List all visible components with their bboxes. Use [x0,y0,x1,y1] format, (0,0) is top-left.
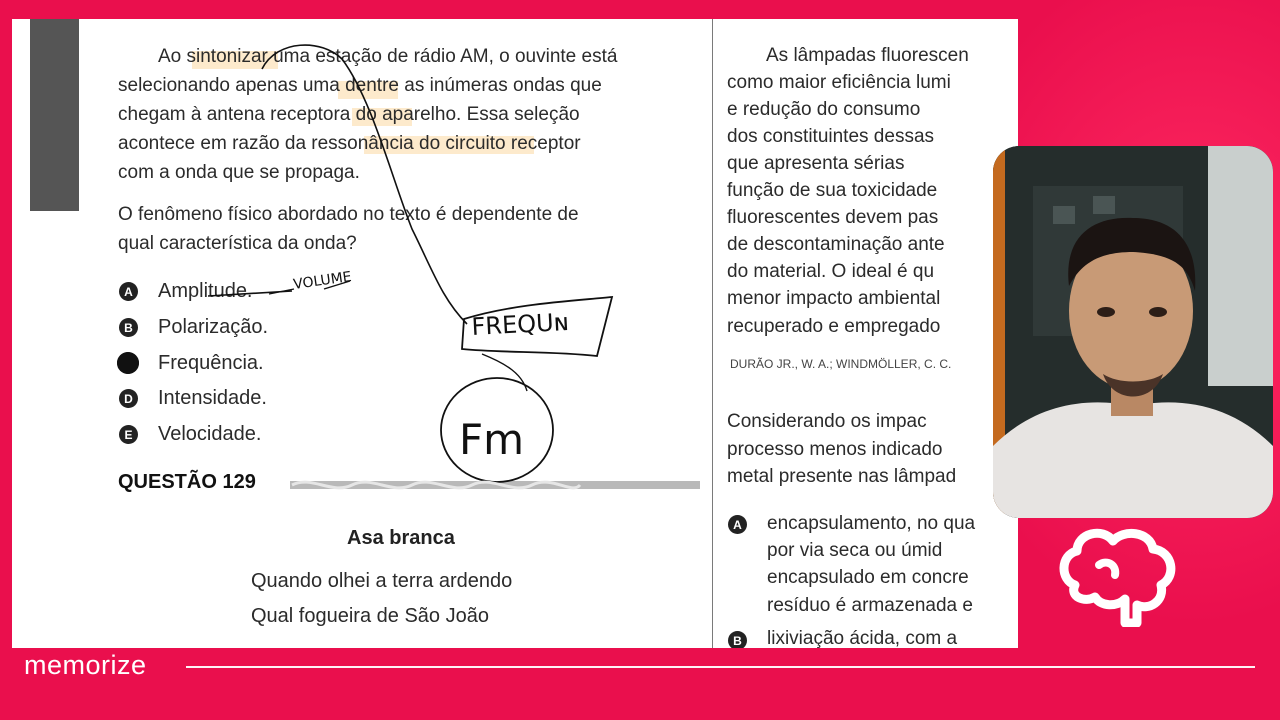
option-text: lixiviação ácida, com a [767,628,958,648]
paragraph-line: e redução do consumo [727,99,921,120]
option-letter: B [119,318,138,337]
ink-selected-mark [117,352,139,374]
paragraph-line: de descontaminação ante [727,234,945,255]
option-text: encapsulamento, no qua [767,513,976,534]
prompt-line: metal presente nas lâmpad [727,466,957,487]
poem-title: Asa branca [347,527,455,549]
prompt-line: processo menos indicado [727,439,943,460]
brand-rule [186,666,1255,668]
paragraph-line: dos constituintes dessas [727,126,935,147]
brand-wordmark: memorize [24,650,147,680]
question-stem-line: com a onda que se propaga. [118,162,360,183]
poem-line: Qual fogueira de São João [251,605,489,627]
prompt-line: Considerando os impac [727,411,927,432]
source-citation: DURÃO JR., W. A.; WINDMÖLLER, C. C. [730,357,952,371]
paragraph-line: do material. O ideal é qu [727,261,935,282]
question-stem-line: chegam à antena receptora do aparelho. Essa seleção [118,104,580,125]
option-text: resíduo é armazenada e [767,595,973,616]
question-stem-line: selecionando apenas uma dentre as inúmeras ondas que [118,75,602,96]
option-text: Amplitude. [158,280,253,302]
option-letter: A [119,282,138,301]
option-text: encapsulado em concre [767,567,969,588]
ink-connector [482,354,527,391]
paragraph-line: que apresenta sérias [727,153,905,174]
option-letter: E [119,425,138,444]
ink-note-frequ: FREQUɴ [470,307,570,341]
option-text: Intensidade. [158,387,267,409]
paragraph-line: como maior eficiência lumi [727,72,951,93]
question-prompt-line: O fenômeno físico abordado no texto é dependente de [118,204,579,225]
paragraph-line: menor impacto ambiental [727,288,941,309]
poem-line: Quando olhei a terra ardendo [251,570,513,592]
option-text: por via seca ou úmid [767,540,943,561]
paragraph-line: recuperado e empregado [727,316,941,337]
option-letter: D [119,389,138,408]
brain-logo-icon [1055,525,1181,627]
option-text: Frequência. [158,352,264,374]
exam-page [12,19,1018,648]
ink-note-fm: Fm [459,415,525,464]
question-stem-line: Ao sintonizar uma estação de rádio AM, o ouvinte está [158,46,618,67]
paragraph-line: As lâmpadas fluorescen [766,45,969,66]
option-text: Polarização. [158,316,269,338]
question-stem-line: acontece em razão da ressonância do circuito receptor [118,133,581,154]
presenter-video [993,146,1273,518]
option-letter: A [728,515,747,534]
option-text: Velocidade. [158,423,262,445]
ink-annotations [12,19,1018,648]
webcam-overlay [993,146,1273,518]
ink-note-volume: VOLUME [292,268,353,293]
ink-wave [292,482,580,488]
paragraph-line: fluorescentes devem pas [727,207,939,228]
next-question-number: QUESTÃO 129 [118,471,256,493]
option-letter: B [728,631,747,648]
paragraph-line: função de sua toxicidade [727,180,938,201]
question-prompt-line: qual característica da onda? [118,233,357,254]
